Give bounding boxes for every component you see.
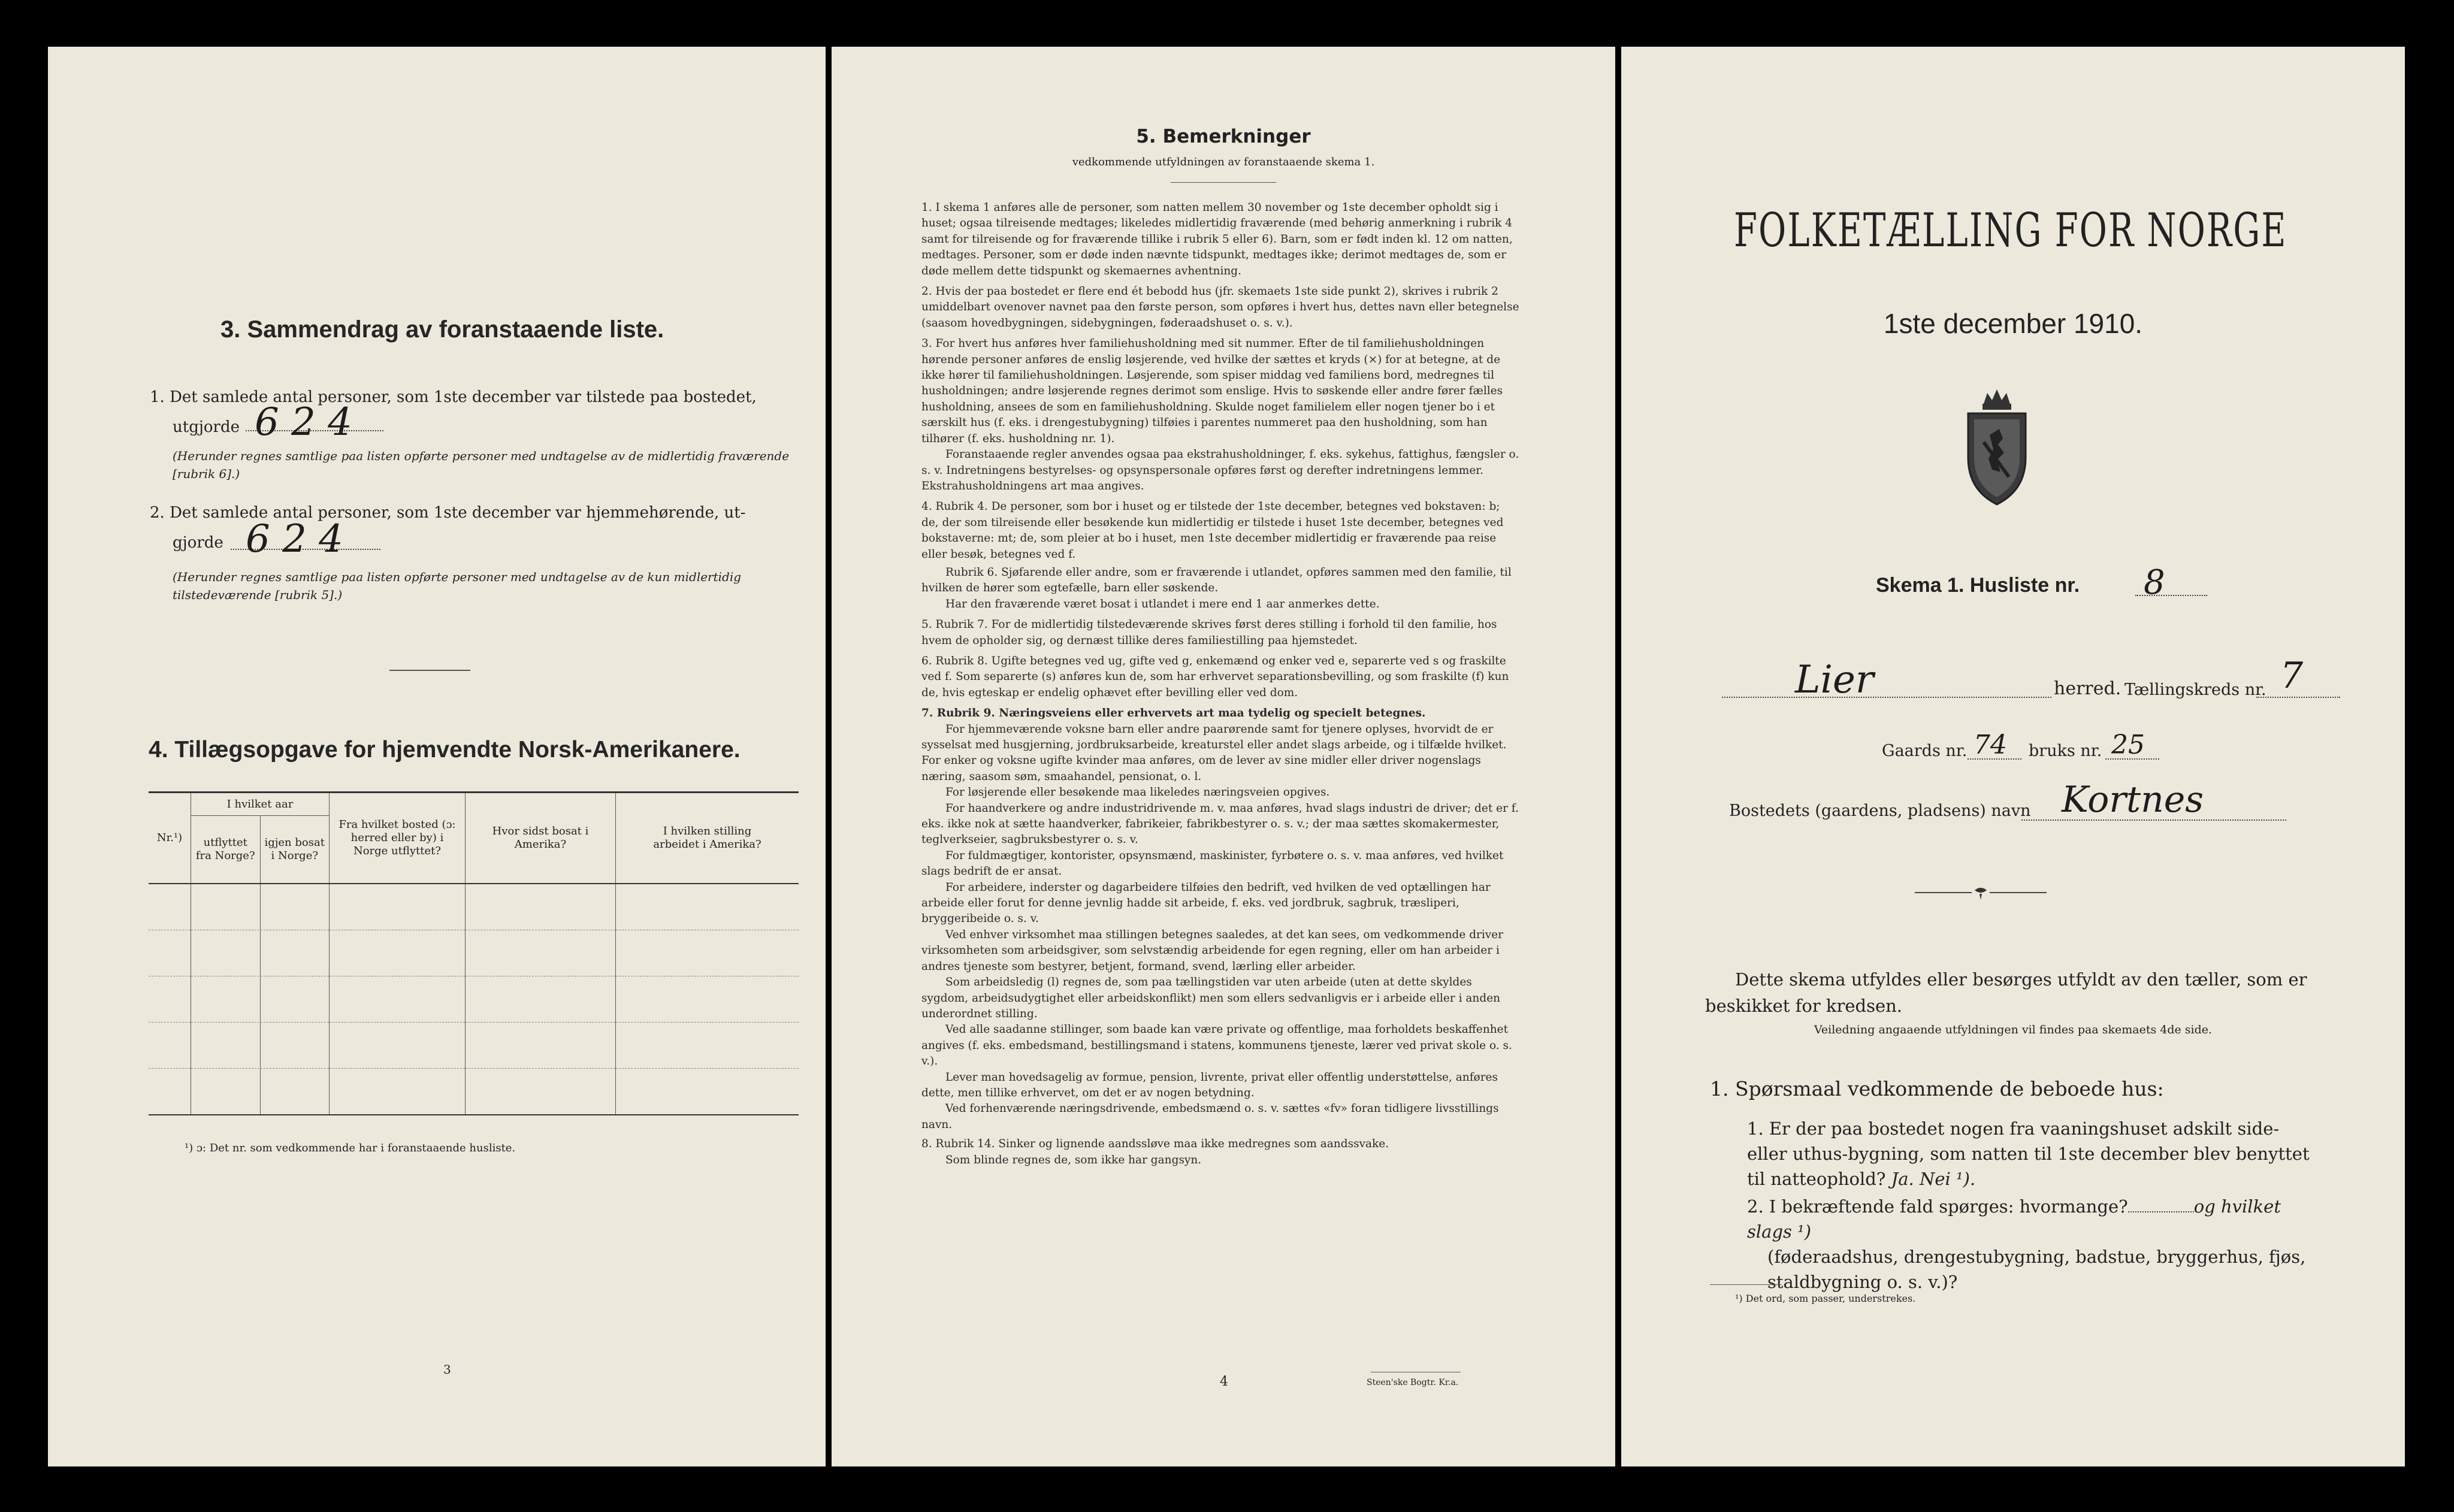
col-nr: Nr.¹) <box>149 793 191 884</box>
gaards-label: Gaards nr. <box>1882 742 1968 760</box>
herred-line <box>1722 697 2051 698</box>
remark-paragraph: Foranstaaende regler anvendes ogsaa paa ekstrahusholdninger, f. eks. sykehus, fattighus, fængsler o. s. v. Indretningens bestyrelses- og opsynspersonale opføres først og derefter indretningens lemmer. Ekstrahusholdningens art maa angives. <box>921 448 1519 492</box>
herred-value: Lier <box>1795 658 1874 702</box>
remark-paragraph: 3. For hvert hus anføres hver familiehusholdning med sit nummer. Efter de til familiehusholdningen hørende personer anføres de enslig løsjerende, ved hvilke der sættes et kryds (×) for at betegne, at de ikke hører til familiehusholdningen. Løsjerende, som spiser middag ved familiens bord, medregnes til husholdningen; andre løsjerende regnes derimot som enslige. Hvis to søskende eller andre fører fælles husholdning, ansees de som en familiehusholdning. Skulde noget familielem eller nogen tjener bo i et særskilt hus (f. eks. i drengestubygning) tilføies i parentes nummeret paa den husholdning, som han tilhører (f. eks. husholdning nr. 1). <box>921 337 1503 445</box>
coat-of-arms-icon <box>1961 387 2033 507</box>
table-footnote: ¹) ɔ: Det nr. som vedkommende har i foranstaaende husliste. <box>185 1142 516 1154</box>
remark-paragraph: For hjemmeværende voksne barn eller andre paarørende samt for tjenere oplyses, hvorvidt de er sysselsat med husgjerning, jordbruksarbeide, kreaturstel eller andet slags arbeide, og i tilfælde hvilket. For enker og voksne ugifte kvinder maa anføres, om de lever av sine midler eller driver nogenslags næring, saasom søm, smaahandel, pensionat, o. l. <box>921 722 1507 783</box>
remark-paragraph: Rubrik 6. Sjøfarende eller andre, som er fraværende i utlandet, opføres sammen med den familie, til hvilken de hører som egtefælle, barn eller søskende. <box>921 566 1512 595</box>
remark-paragraph: 6. Rubrik 8. Ugifte betegnes ved ug, gifte ved g, enkemænd og enker ved e, separerte ved s og fraskilte ved f. Som separerte (s) anføres kun de, som har erhvervet separationsbevilling, og som fraskilte (f) kun de, hvis egteskap er endelig ophævet efter bevilling eller ved dom. <box>921 654 1509 699</box>
remark-paragraph: For arbeidere, inderster og dagarbeidere tilføies den bedrift, ved hvilken de ved optællingen har arbeide eller forut for denne jevnlig hadde sit arbeide, f. eks. ved jordbruk, sagbruk, træsliperi, bryggeribeide o. s. v. <box>921 881 1491 926</box>
remark-paragraph: Ved alle saadanne stillinger, som baade kan være private og offentlige, maa forholdets beskaffenhet angives (f. eks. embedsmand, bestillingsmand i statens, kommunens tjeneste, lærer ved privat skole o. s. v.). <box>921 1023 1512 1068</box>
printer-mark: Steen'ske Bogtr. Kr.a. <box>1367 1378 1459 1387</box>
bruks-label: bruks nr. <box>2029 742 2102 760</box>
question-2-kind: og hvilket slags ¹) <box>1747 1196 2281 1242</box>
col-sidst: Hvor sidst bosat i Amerika? <box>466 793 616 884</box>
instruction-text: Dette skema utfyldes eller besørges utfyldt av den tæller, som er beskikket for kredsen. <box>1705 969 2307 1016</box>
bosted-label: Bostedets (gaardens, pladsens) navn <box>1729 802 2031 820</box>
q1-value: 6 2 4 <box>255 400 352 444</box>
table-row <box>149 1023 799 1069</box>
remark-paragraph: 4. Rubrik 4. De personer, som bor i huset og er tilstede der 1ste december, betegnes ved bokstaven: b; de, der som tilreisende eller besøkende kun midlertidig er tilstede i huset 1ste december, betegnes ved bokstaverne: mt; de, som pleier at bo i huset, men 1ste december midlertidig er fraværende paa reise eller besøk, betegnes ved f. <box>921 500 1504 561</box>
question-2-text: 2. I bekræftende fald spørges: hvormange? <box>1747 1196 2128 1217</box>
remark-paragraph: 1. I skema 1 anføres alle de personer, som natten mellem 30 november og 1ste december opholdt sig i huset; ogsaa tilreisende medtages; likeledes midlertidig fraværende (med behørig anmerkning i rubrik 4 samt for tilreisende og for fraværende tillike i rubrik 5 eller 6). Barn, som er født inden kl. 12 om natten, medtages. Personer, som er døde inden nævnte tidspunkt, medtages ikke; derimot medtages de, som er døde mellem dette tidspunkt og skemaernes avhentning. <box>921 201 1513 277</box>
schema-label: Skema 1. Husliste nr. <box>1876 574 2080 597</box>
col-utflyttet: utflyttet fra Norge? <box>195 836 255 862</box>
q2-note: (Herunder regnes samtlige paa listen opførte personer med undtagelse av de kun midlertidig tilstedeværende [rubrik 5].) <box>173 570 742 602</box>
divider <box>1710 1284 1782 1285</box>
norsk-amerikanere-table <box>149 791 799 1115</box>
col-group-aar <box>191 793 330 884</box>
page-number: 3 <box>443 1362 451 1377</box>
remark-paragraph: Som blinde regnes de, som ikke har gangsyn. <box>945 1153 1202 1166</box>
page-right <box>1621 47 2405 1466</box>
remarks-body <box>921 200 1521 1168</box>
remark-paragraph: 2. Hvis der paa bostedet er flere end ét bebodd hus (jfr. skemaets 1ste side punkt 2), skrives i rubrik 2 umiddelbart ovenover navnet paa den første person, som opføres i hvert hus, dettes navn eller betegnelse (saasom hovedbygningen, sidebygningen, føderaadshuset o. s. v.). <box>921 285 1519 329</box>
gaards-nr: 74 <box>1974 730 2007 760</box>
section-4-title: 4. Tillægsopgave for hjemvendte Norsk-Amerikanere. <box>149 737 741 763</box>
page-number: 4 <box>1220 1374 1228 1389</box>
question-2-examples: (føderaadshus, drengestubygning, badstue, bryggerhus, fjøs, staldbygning o. s. v.)? <box>1767 1247 2306 1292</box>
table-row <box>149 884 799 930</box>
q1-line: 1. Det samlede antal personer, som 1ste december var tilstede paa bostedet, <box>150 388 757 406</box>
remark-paragraph: 7. Rubrik 9. Næringsveiens eller erhvervets art maa tydelig og specielt betegnes. <box>921 707 1426 720</box>
section-3-title: 3. Sammendrag av foranstaaende liste. <box>220 316 664 343</box>
bruks-nr: 25 <box>2111 730 2145 760</box>
husliste-nr: 8 <box>2144 563 2165 602</box>
col-igjen: igjen bosat i Norge? <box>260 816 330 883</box>
remark-paragraph: Ved enhver virksomhet maa stillingen betegnes saaledes, at det kan sees, om vedkommende driver virksomheten som arbeidsgiver, som selvstændig arbeidende for egen regning, eller om han arbeider i andres tjeneste som bestyrer, betjent, formand, svend, lærling eller arbeider. <box>921 928 1504 973</box>
remarks-subtitle: vedkommende utfyldningen av foranstaaende skema 1. <box>1072 156 1375 168</box>
q1-prefix: utgjorde <box>173 418 240 436</box>
remark-paragraph: For haandverkere og andre industridrivende m. v. maa anføres, hvad slags industri de driver; det er f. eks. ikke nok at sætte haandverker, fabrikeier, fabrikbestyrer o. s. v.; der maa sættes skomakermester, teglverkseier, sagbruksbestyrer o. s. v. <box>921 802 1519 846</box>
guidance-text: Veiledning angaaende utfyldningen vil findes paa skemaets 4de side. <box>1814 1023 2213 1036</box>
page-footnote: ¹) Det ord, som passer, understrekes. <box>1735 1293 1916 1304</box>
remark-paragraph: For fuldmægtiger, kontorister, opsynsmænd, maskinister, fyrbøtere o. s. v. maa anføres, ved hvilket slags bedrift de er ansat. <box>921 849 1504 878</box>
question-2 <box>1747 1194 2322 1295</box>
ornament-icon <box>1915 885 2047 903</box>
q1-note: (Herunder regnes samtlige paa listen opførte personer med undtagelse av de midlertidig fraværende [rubrik 6].) <box>173 449 790 481</box>
divider <box>1171 182 1276 183</box>
col-stilling: I hvilken stilling arbeidet i Amerika? <box>616 793 799 884</box>
table-row <box>149 930 799 976</box>
remark-paragraph: 5. Rubrik 7. For de midlertidig tilstedeværende skrives først deres stilling i forhold til den familie, hos hvem de opholder sig, og dernæst tillike deres familiestilling paa hjemstedet. <box>921 618 1497 647</box>
kreds-line <box>2256 697 2340 698</box>
remark-paragraph: Som arbeidsledig (l) regnes de, som paa tællingstiden var uten arbeide (uten at dette skyldes sygdom, arbeidsudygtighet eller arbeidskonflikt) men som ellers sedvanligvis er i arbeide eller i anden underordnet stilling. <box>921 976 1501 1020</box>
col-bosted: Fra hvilket bosted (ɔ: herred eller by) i Norge utflyttet? <box>330 793 466 884</box>
question-1-answer: Ja. Nei ¹). <box>1891 1169 1976 1189</box>
table-row <box>149 976 799 1023</box>
q2-line: 2. Det samlede antal personer, som 1ste december var hjemmehørende, ut- <box>150 504 746 522</box>
census-date: 1ste december 1910. <box>1883 308 2143 339</box>
herred-label: herred. <box>2054 678 2121 699</box>
q2-prefix: gjorde <box>173 534 223 552</box>
col-group-label: I hvilket aar <box>191 794 329 816</box>
table-row <box>149 1069 799 1115</box>
question-1-text: 1. Er der paa bostedet nogen fra vaaningshuset adskilt side- eller uthus-bygning, som natten til 1ste december blev benyttet til natteophold? <box>1747 1118 2310 1189</box>
remark-paragraph: 8. Rubrik 14. Sinker og lignende aandssløve maa ikke medregnes som aandssvake. <box>921 1138 1389 1151</box>
q2-value: 6 2 4 <box>246 517 343 561</box>
question-1 <box>1747 1116 2322 1192</box>
questions-heading: 1. Spørsmaal vedkommende de beboede hus: <box>1710 1077 2164 1100</box>
divider <box>389 670 470 671</box>
page-left <box>48 47 826 1466</box>
remark-paragraph: Ved forhenværende næringsdrivende, embedsmænd o. s. v. sættes «fv» foran tidligere livsstillings navn. <box>921 1102 1499 1131</box>
kreds-nr: 7 <box>2280 655 2304 697</box>
page-middle <box>832 47 1615 1466</box>
remarks-title: 5. Bemerkninger <box>1136 126 1311 147</box>
bosted-value: Kortnes <box>2062 779 2204 821</box>
remark-paragraph: Lever man hovedsagelig av formue, pension, livrente, privat eller offentlig understøttelse, anføres dette, men tillike erhvervet, om det er av nogen betydning. <box>921 1071 1498 1099</box>
remark-paragraph: Har den fraværende været bosat i utlandet i mere end 1 aar anmerkes dette. <box>945 597 1380 610</box>
remark-paragraph: For løsjerende eller besøkende maa likeledes næringsveien opgives. <box>945 786 1330 799</box>
kreds-label: Tællingskreds nr. <box>2124 681 2266 699</box>
census-title: FOLKETÆLLING FOR NORGE <box>1734 204 2287 258</box>
